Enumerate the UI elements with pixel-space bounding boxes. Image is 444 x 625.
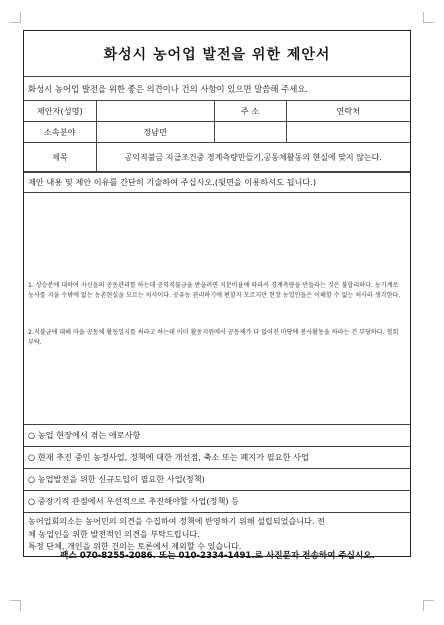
empty-cell-1: [214, 122, 286, 143]
notice-line-2: 체 농업인을 위한 발전적인 의견을 부탁드립니다.: [28, 528, 200, 539]
crop-mark-bottom-right: [423, 600, 434, 611]
notice-line-1: 농어업회의소는 농어민의 의견을 수집하여 정책에 반영하기 위해 설립되었습니다. 전: [28, 516, 325, 526]
question-3: ○ 농업발전을 위한 신규도입이 필요한 사업(정책): [24, 469, 410, 491]
contact-label: 연락처: [286, 101, 410, 122]
subject-value[interactable]: 공익직불금 지급조건중 경계측량만들기,공동체활동의 현실에 맞지 않는다.: [96, 143, 410, 172]
form-title: 화성시 농어업 발전을 위한 제안서: [103, 46, 331, 63]
subject-label: 제목: [24, 143, 96, 172]
question-2: ○ 현재 추진 중인 농정사업, 정책에 대한 개선점, 축소 또는 폐지가 필요한 사업: [24, 447, 410, 469]
prompt-row: 제안 내용 및 제안 이유를 간단히 기술하여 주십시오.(뒷면을 이용하셔도 됩니다.): [24, 173, 410, 193]
info-table: [24, 101, 410, 172]
notice-line-3: 특정 단체, 개인을 위한 건의는 토론에서 제외할 수 있습니다.: [28, 541, 242, 551]
body-paragraph-1: 1. 상승분에 대하여 자신들의 공동관리를 하는데 공익직불금을 받을려면 지분비율에 따라서 경계측량을 만들라는 것은 불합리하다. 농기계로 농사를 지을 수밖에 없는 농촌현실을 모르는 처사이다. 공유농 관리하기에 편할지 모르지만 현장 농업인들은 이해할 수 없는 처사라 생각한다.: [28, 282, 401, 299]
intro-row: 화성시 농어업 발전을 위한 좋은 의견이나 건의 사항이 있으면 말씀해 주세요.: [24, 77, 410, 101]
proposer-label: 제안자(성명): [24, 101, 96, 122]
body-paragraph-2: 2.직불금에 대해 마을 공동체 활동일지를 써라고 하는데 이미 활동지원에서 공동체가 다 없어진 마당에 봉사활동을 하라는 건 부당하다. 철회 부탁.: [28, 329, 399, 346]
address-label: 주 소: [214, 101, 286, 122]
proposal-body[interactable]: [24, 193, 410, 425]
field-label: 소속분야: [24, 122, 96, 143]
crop-mark-bottom-left: [10, 600, 21, 611]
proposal-form: [23, 30, 411, 557]
crop-mark-top-right: [423, 12, 434, 23]
proposer-value[interactable]: [96, 101, 214, 122]
title-row: [24, 31, 410, 77]
crop-mark-top-left: [10, 12, 21, 23]
contact-value[interactable]: [286, 122, 410, 143]
question-1: ○ 농업 현장에서 겪는 애로사항: [24, 425, 410, 447]
question-4: ○ 중장기적 관점에서 우선적으로 추진해야할 사업(정책) 등: [24, 491, 410, 513]
field-value[interactable]: 정남면: [96, 122, 214, 143]
info-table-wrap: [24, 101, 410, 173]
fax-instruction: 팩스 070-8255-2086. 또는 010-2334-1491.로 사진문자 전송하여 주십시오.: [60, 551, 375, 561]
